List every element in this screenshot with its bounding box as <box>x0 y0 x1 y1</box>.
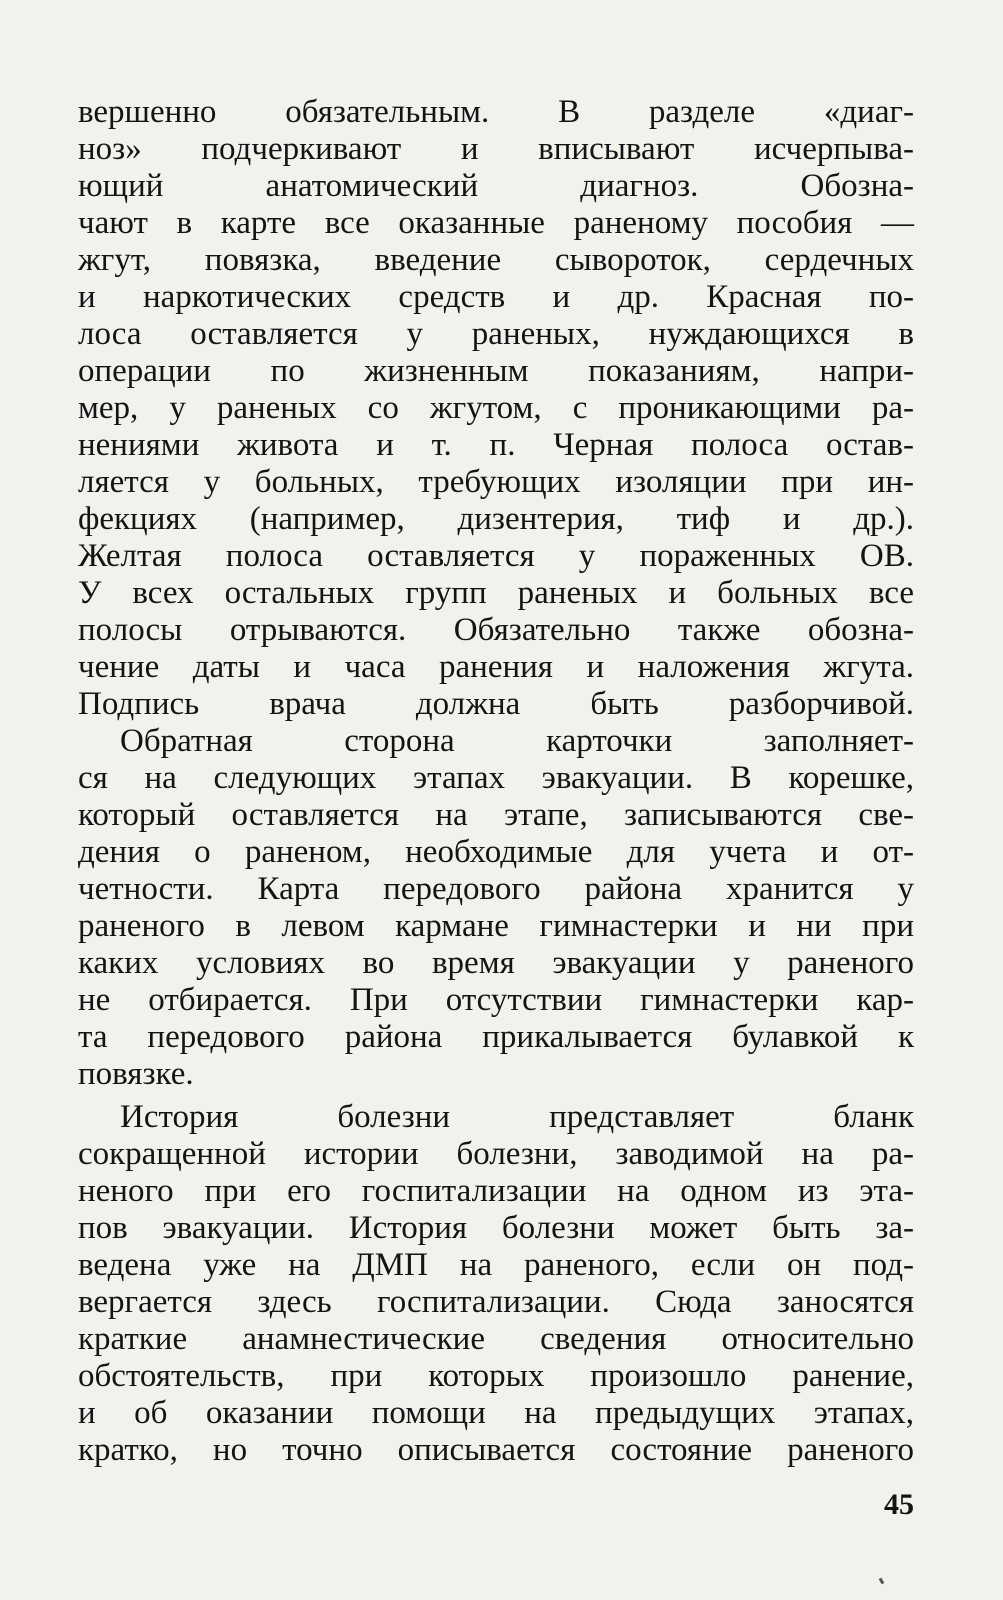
text-line: неного при его госпитализации на одном из эта- <box>78 1173 914 1209</box>
text-line: чают в карте все оказанные раненому пособия — <box>78 205 914 241</box>
text-line: ющий анатомический диагноз. Обозна- <box>78 168 914 204</box>
text-line: полосы отрываются. Обязательно также обозна- <box>78 612 914 648</box>
text-line: пов эвакуации. История болезни может быть за- <box>78 1210 914 1246</box>
text-line: вершенно обязательным. В разделе «диаг- <box>78 94 914 130</box>
text-line: который оставляется на этапе, записываются све- <box>78 797 914 833</box>
text-line: ведена уже на ДМП на раненого, если он под- <box>78 1247 914 1283</box>
text-line: У всех остальных групп раненых и больных все <box>78 575 914 611</box>
text-line: Подпись врача должна быть разборчивой. <box>78 686 914 722</box>
text-line: ляется у больных, требующих изоляции при ин- <box>78 464 914 500</box>
text-line: фекциях (например, дизентерия, тиф и др.). <box>78 501 914 537</box>
text-line: сокращенной истории болезни, заводимой на ра- <box>78 1136 914 1172</box>
text-line: мер, у раненых со жгутом, с проникающими ра- <box>78 390 914 426</box>
text-line: не отбирается. При отсутствии гимнастерки кар- <box>78 982 914 1018</box>
text-line: и об оказании помощи на предыдущих этапах, <box>78 1395 914 1431</box>
text-line: ноз» подчеркивают и вписывают исчерпыва- <box>78 131 914 167</box>
paragraph-3 <box>78 1099 914 1469</box>
text-line: краткие анамнестические сведения относительно <box>78 1321 914 1357</box>
text-line: История болезни представляет бланк <box>120 1099 914 1135</box>
body-text <box>78 94 914 1469</box>
text-line: Желтая полоса оставляется у пораженных ОВ. <box>78 538 914 574</box>
text-line: кратко, но точно описывается состояние раненого <box>78 1432 914 1468</box>
paragraph-2 <box>78 723 914 1093</box>
text-line: та передового района прикалывается булавкой к <box>78 1019 914 1055</box>
text-line: ся на следующих этапах эвакуации. В корешке, <box>78 760 914 796</box>
text-line: чение даты и часа ранения и наложения жгута. <box>78 649 914 685</box>
text-line: операции по жизненным показаниям, напри- <box>78 353 914 389</box>
text-line: дения о раненом, необходимые для учета и от- <box>78 834 914 870</box>
text-line: Обратная сторона карточки заполняет- <box>120 723 914 759</box>
page-number: 45 <box>884 1488 914 1521</box>
text-line: нениями живота и т. п. Черная полоса остав- <box>78 427 914 463</box>
text-line: и наркотических средств и др. Красная по- <box>78 279 914 315</box>
text-line: четности. Карта передового района хранится у <box>78 871 914 907</box>
text-line: каких условиях во время эвакуации у раненого <box>78 945 914 981</box>
text-line: вергается здесь госпитализации. Сюда заносятся <box>78 1284 914 1320</box>
text-line: жгут, повязка, введение сывороток, сердечных <box>78 242 914 278</box>
paragraph-1 <box>78 94 914 723</box>
text-line: лоса оставляется у раненых, нуждающихся в <box>78 316 914 352</box>
text-line: обстоятельств, при которых произошло ранение, <box>78 1358 914 1394</box>
print-speck <box>879 1578 885 1585</box>
text-line: повязке. <box>78 1056 194 1092</box>
text-line: раненого в левом кармане гимнастерки и ни при <box>78 908 914 944</box>
